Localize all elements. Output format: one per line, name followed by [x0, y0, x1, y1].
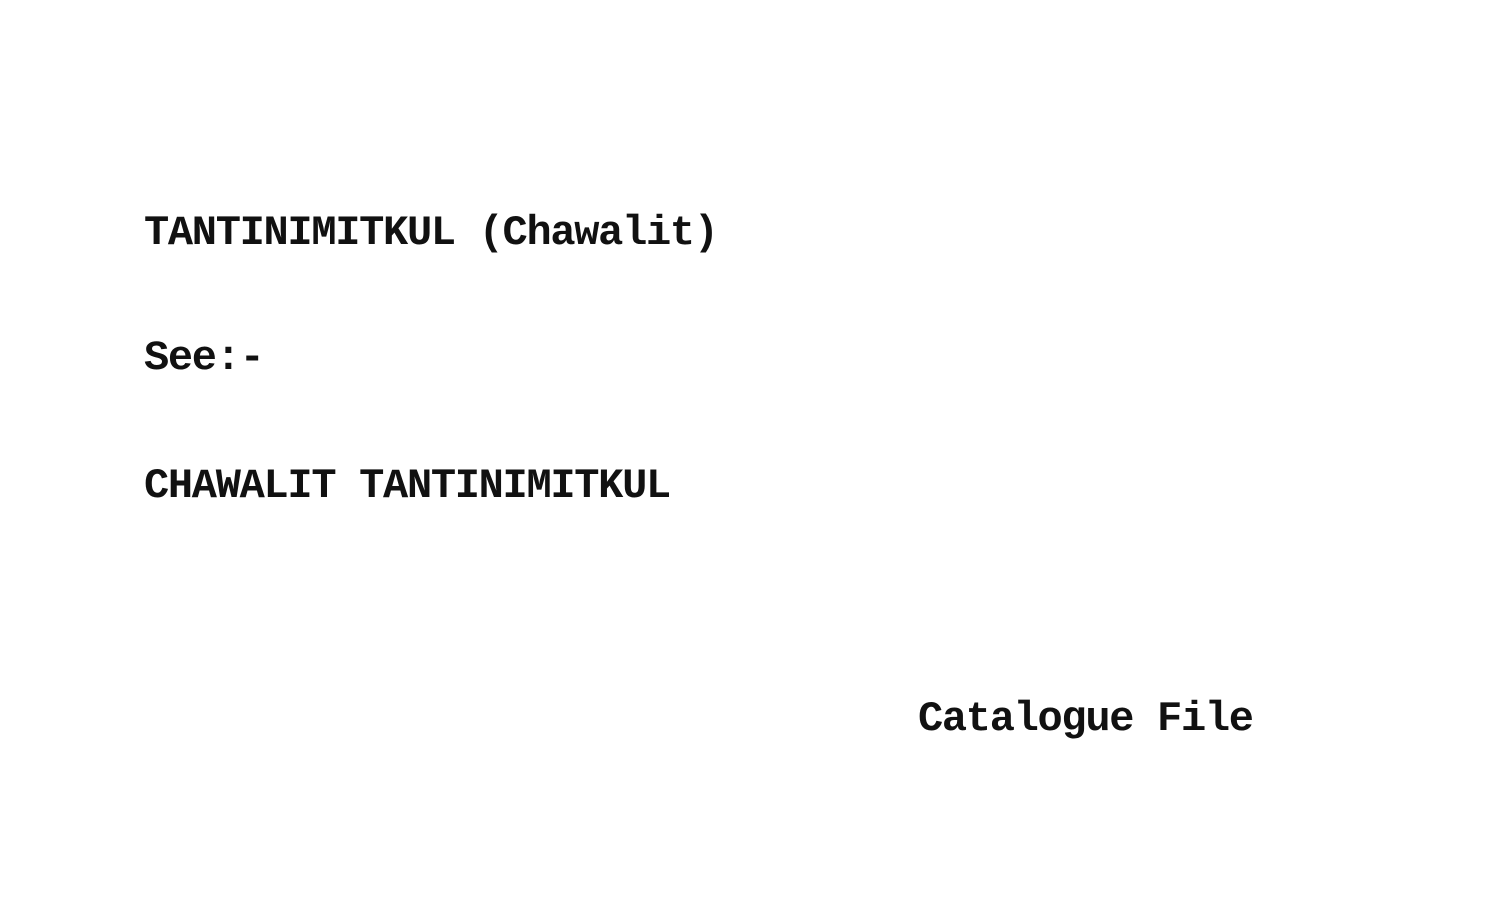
- see-label: See:-: [144, 334, 264, 382]
- card-heading: TANTINIMITKUL (Chawalit): [144, 209, 718, 257]
- cross-reference: CHAWALIT TANTINIMITKUL: [144, 462, 670, 510]
- catalogue-file-label: Catalogue File: [918, 695, 1253, 743]
